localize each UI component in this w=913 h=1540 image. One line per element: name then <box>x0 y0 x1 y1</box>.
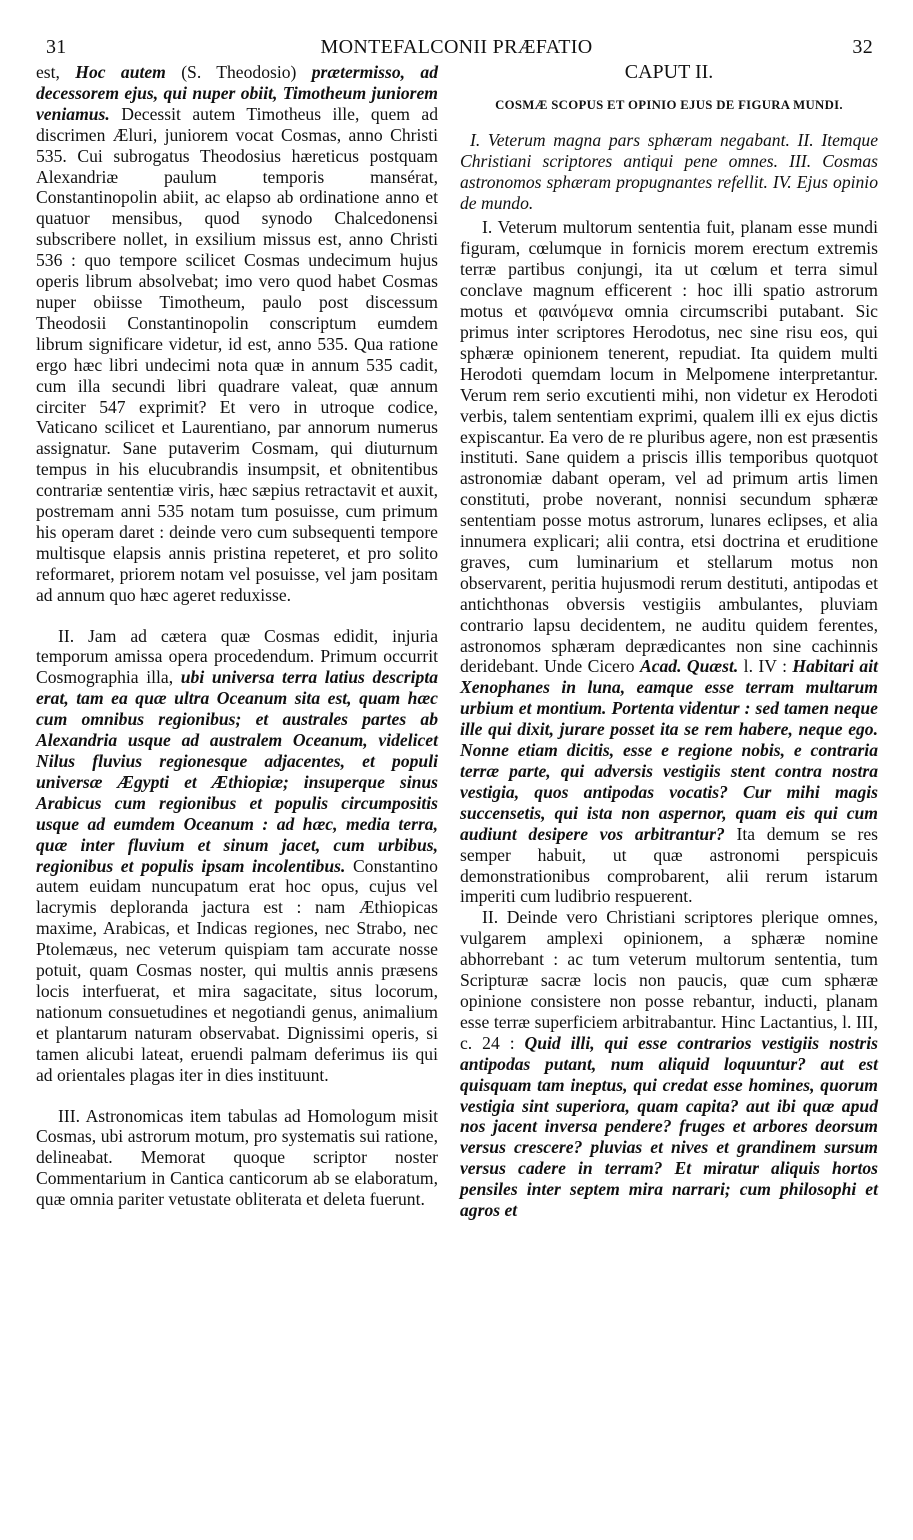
text-run: ubi universa terra latius descripta erat, tam ea quæ ultra Oceanum sita est, quam hæc cum omnibus regionibus; et australes partes ab Alexandria usque ad australem Oceanum, videlicet Nilus fluvius regionesque adjacentes, et populi universæ Ægypti et Æthiopiæ; insuperque sinus Arabicus cum regionibus et populis circumpositis usque ad eumdem Oceanum : ad hæc, media terra, quæ inter fluvium et sinum jacet, cum urbibus, regionibus et populis ipsam incolentibus. <box>36 667 438 876</box>
page-number-left: 31 <box>46 36 67 58</box>
chapter-subtitle: COSMÆ SCOPUS ET OPINIO EJUS DE FIGURA MUNDI. <box>495 97 843 112</box>
right-column <box>460 62 878 1221</box>
text-run: prætermisso, ad decessorem ejus, qui nuper obiit, Timotheum juniorem veniamus. <box>36 62 438 124</box>
text-run: III. Astronomicas item tabulas ad Homologum misit Cosmas, ubi astrorum motum, pro systematis sui ratione, delineabat. Memorat quoque scriptor noster Commentarium in Cantica canticorum ab se elaboratum, quæ omnia pariter vetustate obliterata et deleta fuerunt. <box>36 1105 438 1210</box>
paragraph-left-1 <box>36 62 438 606</box>
text-run: I. Veterum multorum sententia fuit, planam esse mundi figuram, cœlumque in fornicis morem erectum extremis terræ partibus conjungi, ita ut cœlum et terra simul conclave magnum efficerent : hoc illi spatio astrorum motus et φαινόμενα omnia circumscribi putabant. Sic primus inter scriptores Herodotus, nec sine risu eos, qui sphæræ opinionem tenerent, repudiat. Ita quidem multi Herodoti quemdam locum in Melpomene interpretantur. Verum rem serio excutienti mihi, non videtur ex Herodoti verbis, talem sententiam exprimi, qualem illi ex ejus dictis expiscantur. Ea vero de re pluribus agere, non est præsentis instituti. Sane quidem a priscis illis temporibus quotquot astronomiæ dabant operam, vel ad primum artis limen constituti, probe noverant, nonnisi secundum sphæræ sententiam posse motus astrorum, lunares eclipses, et alia innumera explicari; alii contra, etsi doctrina et eruditione graves, cum luminarium et stellarum motus non observarent, peritia hujusmodi rerum destituti, antipodas et antichthonas obversis vestigiis ambulantes, pluviam contrario lapsu decidentem, ne auditu quidem ferentes, astronomos sphæram deprædicantes non sine cachinnis deridebant. Unde Cicero <box>460 217 878 677</box>
text-run: Habitari ait Xenophanes in luna, eamque esse terram multarum urbium et montium. Portenta videntur : sed tamen neque ille qui dixit, jurare posset ita se rem habere, neque ego. Nonne etiam dicitis, esse e regione nobis, e contraria terræ parte, qui adversis vestigiis stent contra nostra vestigia, quos antipodas vocatis? Cur mihi magis succensetis, qui ista non aspernor, quam eis qui cum audiunt desipere vos arbitrantur? <box>460 656 878 844</box>
chapter-summary: I. Veterum magna pars sphæram negabant. II. Itemque Christiani scriptores antiqui pene omnes. III. Cosmas astronomos sphæram propugnantes refellit. IV. Ejus opinio de mundo. <box>460 129 878 213</box>
chapter-heading: CAPUT II. <box>624 61 714 83</box>
page-number-right: 32 <box>852 36 873 58</box>
text-run: (S. Theodosio) <box>165 62 312 82</box>
text-run: Hoc autem <box>75 62 166 82</box>
left-column <box>36 62 438 1210</box>
paragraph-right-2 <box>460 907 878 1221</box>
text-run: Acad. Quæst. <box>639 656 739 677</box>
text-run: Decessit autem Timotheus ille, quem ad discrimen Æluri, juniorem vocat Cosmas, anno Christi 535. Cui subrogatus Theodosius hæreticus postquam Alexandriæ paulum temporis mansérat, Constantinopolin abiit, ac elapso ab ordinatione anno et quatuor mensibus, quod synodo Chalcedonensi subscribere nollet, in exsilium missus est, anno Christi 536 : quo tempore scilicet Cosmas undecimum hujus operis librum absolvebat; imo vero quod habet Cosmas nuper obiisse Timotheum, paulo post discessum Theodosii Constantinopolin conscriptum eumdem librum significare videtur, id est, anno 535. Qua ratione ergo hæc libri undecimi nota quæ in annum 535 cadit, cum illa secundi libri quadrare valeat, quæ annum circiter 547 exprimit? Et vero in utroque codice, Vaticano scilicet et Laurentiano, par annorum numerus assignatur. Sane putaverim Cosmam, qui diuturnum tempus in his elucubrandis insumpsit, et obnitentibus contrariæ sententiæ viris, hæc sæpius retractavit et auxit, postremam anni 535 notam tum posuisse, cum primum his operam daret : deinde vero cum subsequenti tempore multisque elapsis annis pristina repeteret, et pro solito reformaret, priorem notam vel posuisse, vel jam positam ad annum quo hæc ageret reduxisse. <box>36 103 438 605</box>
text-run: Quid illi, qui esse contrarios vestigiis nostris antipodas putant, num aliquid loquuntur? aut est quisquam tam ineptus, qui credat esse homines, quorum vestigia sint superiora, quam capita? aut ibi quæ apud nos jacent inversa pendere? fruges et arbores deorsum versus crescere? pluvias et nives et grandinem sursum versus cadere in terram? Et miratur aliquis hortos pensiles inter septem mira narrari; cum philosophi et agros et <box>460 1032 878 1221</box>
paragraph-left-2 <box>36 626 438 1086</box>
running-header <box>0 36 913 60</box>
text-run: Constantino autem euidam nuncupatum erat hoc opus, cujus vel lacrymis deploranda jactura est : nam Æthiopicas maxime, Arabicas, et Indicas regiones, nec Strabo, nec Ptolemæus, nec veterum quispiam tam accurate nosse potuit, quam Cosmas noster, qui multis annis præsens locis interfuerat, et mira sagacitate, situs locorum, nationum consuetudines et negotiandi genus, animalium et plantarum naturam observabat. Dignissimi operis, si tamen alicubi lateat, eruendi palmam deferimus iis qui ad orientales plagas iter in dies instituunt. <box>36 855 438 1085</box>
text-run: l. IV : <box>738 656 793 677</box>
text-run: II. Jam ad cætera quæ Cosmas edidit, injuria temporum amissa opera procedendum. Primum occurrit Cosmographia illa, <box>36 625 438 688</box>
text-run: Ita demum se res semper habuit, ut quæ astronomi perspicuis demonstrationibus comprobarent, alii rerum istarum imperiti cum ludibrio respuerent. <box>460 823 878 907</box>
paragraph-left-3 <box>36 1106 438 1211</box>
text-run: est, <box>36 62 76 82</box>
running-title: MONTEFALCONII PRÆFATIO <box>320 36 593 58</box>
text-run: II. Deinde vero Christiani scriptores plerique omnes, vulgarem amplexi opinionem, a sphæræ nomine abhorrebant : ac tum veterum multorum sententia, tum Scripturæ sacræ locis non paucis, quæ cum sphæræ opinione consistere non posse rebantur, inducti, planam esse terræ superficiem arbitrabantur. Hinc Lactantius, l. III, c. 24 : <box>460 907 878 1053</box>
paragraph-right-1 <box>460 217 878 907</box>
